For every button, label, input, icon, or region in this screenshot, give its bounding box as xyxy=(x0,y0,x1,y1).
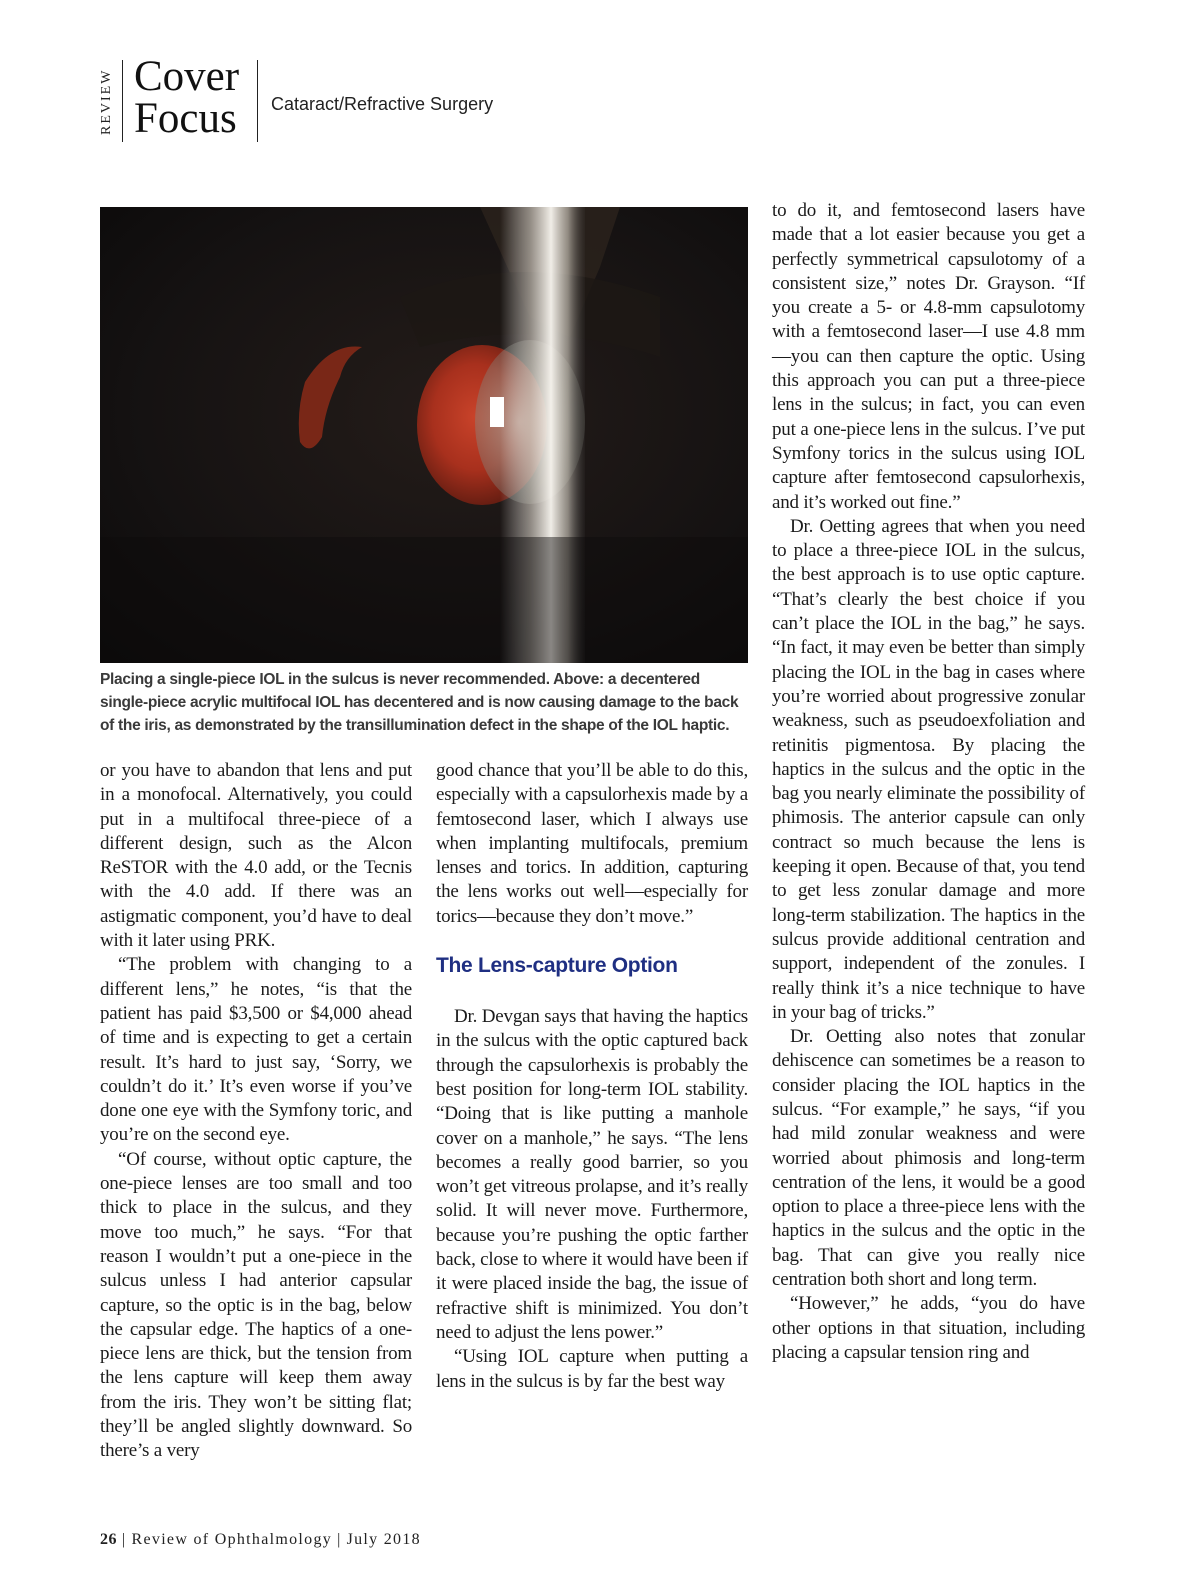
cover-title-line2: Focus xyxy=(134,95,237,142)
column2-paragraph-1: good chance that you’ll be able to do this, especially with a capsulorhexis made by a femtosecond laser, which I always use when implanting multifocals, premium lenses and torics. In addition, capturing the lens works out well—especially for torics—because they don’t move.” xyxy=(436,760,748,927)
body-column-1 xyxy=(100,759,412,1464)
column2-paragraph-3: “Using IOL capture when putting a lens in the sulcus is by far the best way xyxy=(436,1346,748,1392)
photo-caption: Placing a single-piece IOL in the sulcus is never recommended. Above: a decentered single-piece acrylic multifocal IOL has decentered and is now causing damage to the back of the iris, as demonstrated by the transillumination defect in the shape of the IOL haptic. xyxy=(100,671,739,734)
footer-separator: | xyxy=(122,1531,127,1548)
column1-paragraph-2: “The problem with changing to a different lens,” he notes, “is that the patient has paid $3,500 or $4,000 ahead of time and is expecting to get a certain result. It’s hard to just say, ‘Sorry, we couldn’t do it.’ It’s even worse if you’ve done one eye with the Symfony toric, and you’re on the second eye. xyxy=(100,954,412,1146)
column3-paragraph-4: “However,” he adds, “you do have other options in that situation, including placing a capsular tension ring and xyxy=(772,1293,1085,1363)
column2-paragraph-2: Dr. Devgan says that having the haptics in the sulcus with the optic captured back through the capsulorhexis is probably the best position for long-term IOL stability. “Doing that is like putting a manhole cover on a manhole,” he says. “The lens becomes a really good barrier, so you won’t get vitreous prolapse, and it’s really solid. It will never move. Furthermore, because you’re pushing the optic farther back, close to where it would have been if it were placed inside the bag, the issue of refractive shift is minimized. You don’t need to adjust the lens power.” xyxy=(436,1006,748,1343)
column3-paragraph-1: to do it, and femtosecond lasers have made that a lot easier because you get a perfectly symmetrical capsulotomy of a consistent size,” notes Dr. Grayson. “If you create a 5- or 4.8-mm capsulotomy with a femtosecond laser—I use 4.8 mm—you can then capture the optic. Using this approach you can put a three-piece lens in the sulcus; in fact, you can even put a one-piece lens in the sulcus. I’ve put Symfony torics in the sulcus using IOL capture after femtosecond capsulorhexis, and it’s worked out fine.” xyxy=(772,200,1085,513)
header-divider-left xyxy=(122,60,123,142)
column3-paragraph-3: Dr. Oetting also notes that zonular dehiscence can sometimes be a reason to consider placing the IOL haptics in the sulcus. “For example,” he says, “if you had mild zonular weakness and were worried about phimosis and long-term centration of the lens, it would be a good option to place a three-piece lens with the haptics in the sulcus and the optic in the bag. That can give you really nice centration both short and long term. xyxy=(772,1026,1085,1291)
cover-focus-title xyxy=(134,53,240,142)
review-vertical-label: REVIEW xyxy=(99,68,114,136)
column1-paragraph-1: or you have to abandon that lens and put in a monofocal. Alternatively, you could put in a multifocal three-piece of a different design, such as the Alcon ReSTOR with the 4.0 add, or the Tecnis with the 4.0 add. If there was an astigmatic component, you’d have to deal with it later using PRK. xyxy=(100,760,412,952)
page-number: 26 xyxy=(100,1531,117,1548)
lens-capture-subhead: The Lens-capture Option xyxy=(436,954,678,978)
photo-lower-shadow xyxy=(100,537,748,663)
cover-title-line1: Cover xyxy=(134,53,240,100)
column3-paragraph-2: Dr. Oetting agrees that when you need to place a three-piece IOL in the sulcus, the best approach is to use optic capture. “That’s clearly the best choice if you can’t place the IOL in the bag,” he says. “In fact, it may even be better than simply placing the IOL in the bag in cases where you’re worried about progressive zonular weakness, such as pseudoexfoliation and retinitis pigmentosa. By placing the haptics in the sulcus and the optic in the bag you nearly eliminate the possibility of phimosis. The anterior capsule can only contract so much because the lens is keeping it open. Because of that, you tend to get less zonular damage and more long-term stabilization. The haptics in the sulcus provide additional centration and support, independent of the zonules. I really think it’s a nice technique to have in your bag of tricks.” xyxy=(772,515,1085,1023)
eye-photo xyxy=(100,207,748,663)
body-column-3 xyxy=(772,199,1085,1365)
column1-paragraph-3: “Of course, without optic capture, the one-piece lenses are too small and too thick to place in the sulcus, and they move too much,” he says. “For that reason I wouldn’t put a one-piece in the sulcus unless I had anterior capsular capture, so the optic is in the bag, below the capsular edge. The haptics of a one-piece lens are thick, but the tension from the lens capture will keep them away from the iris. They won’t be sitting flat; they’ll be angled slightly downward. So there’s a very xyxy=(100,1148,412,1462)
header-divider-right xyxy=(257,60,258,142)
body-column-2 xyxy=(436,759,748,1394)
page-footer xyxy=(100,1531,421,1549)
footer-separator: | xyxy=(337,1531,342,1548)
issue-date: July 2018 xyxy=(346,1531,421,1548)
specular-reflection xyxy=(490,397,504,427)
publication-name: Review of Ophthalmology xyxy=(131,1531,333,1548)
section-label: Cataract/Refractive Surgery xyxy=(271,94,494,114)
